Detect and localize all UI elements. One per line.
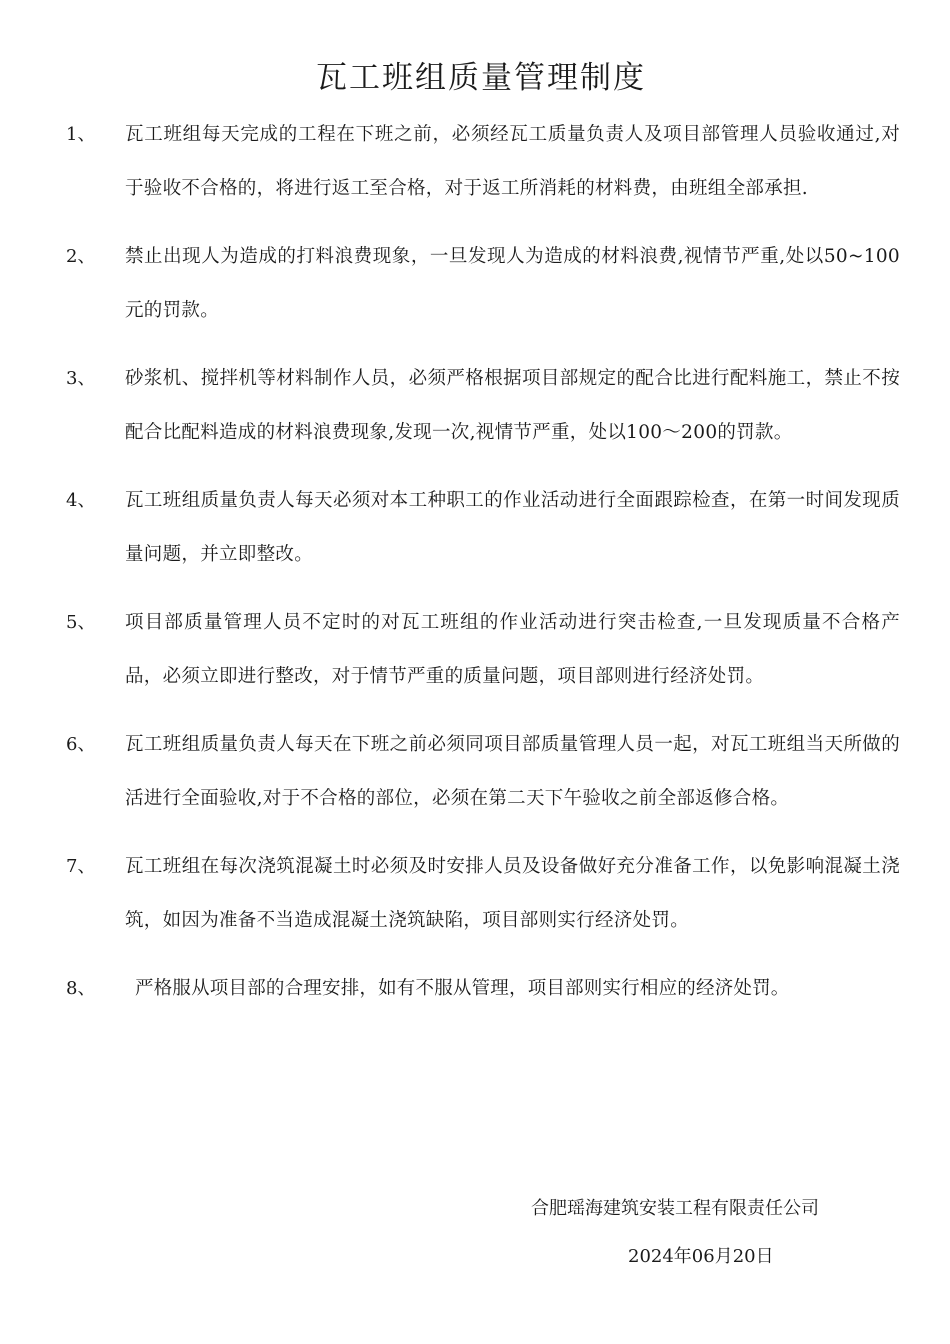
rule-text: 瓦工班组每天完成的工程在下班之前，必须经瓦工质量负责人及项目部管理人员验收通过,对于验收不合格的，将进行返工至合格，对于返工所消耗的材料费，由班组全部承担.	[125, 124, 900, 199]
rule-text: 瓦工班组质量负责人每天必须对本工种职工的作业活动进行全面跟踪检查，在第一时间发现质量问题，并立即整改。	[125, 490, 900, 565]
rule-text: 禁止出现人为造成的打料浪费现象，一旦发现人为造成的材料浪费,视情节严重,处以50~100元的罚款。	[125, 246, 900, 321]
rule-number: 1、	[66, 124, 96, 145]
rule-item-5	[0, 596, 950, 704]
rule-item-1	[0, 108, 950, 216]
rule-text: 项目部质量管理人员不定时的对瓦工班组的作业活动进行突击检查,一旦发现质量不合格产品，必须立即进行整改，对于情节严重的质量问题，项目部则进行经济处罚。	[125, 612, 900, 687]
rule-item-7	[0, 840, 950, 948]
rule-item-2	[0, 230, 950, 338]
rules-list	[0, 108, 950, 1030]
document-title: 瓦工班组质量管理制度	[316, 60, 646, 96]
rule-number: 2、	[66, 246, 96, 267]
rule-item-4	[0, 474, 950, 582]
company-signature: 合肥瑶海建筑安装工程有限责任公司	[531, 1198, 819, 1219]
document-date: 2024年06月20日	[628, 1246, 774, 1267]
rule-text: 严格服从项目部的合理安排，如有不服从管理，项目部则实行相应的经济处罚。	[135, 978, 790, 999]
rule-number: 3、	[66, 368, 96, 389]
rule-number: 7、	[66, 856, 96, 877]
rule-number: 4、	[66, 490, 96, 511]
rule-item-3	[0, 352, 950, 460]
rule-item-6	[0, 718, 950, 826]
rule-number: 8、	[66, 978, 96, 999]
rule-item-8	[0, 962, 950, 1016]
rule-number: 5、	[66, 612, 96, 633]
rule-text: 砂浆机、搅拌机等材料制作人员，必须严格根据项目部规定的配合比进行配料施工，禁止不按配合比配料造成的材料浪费现象,发现一次,视情节严重，处以100～200的罚款。	[125, 368, 900, 443]
rule-number: 6、	[66, 734, 96, 755]
rule-text: 瓦工班组在每次浇筑混凝土时必须及时安排人员及设备做好充分准备工作，以免影响混凝土浇筑，如因为准备不当造成混凝土浇筑缺陷，项目部则实行经济处罚。	[125, 856, 900, 931]
rule-text: 瓦工班组质量负责人每天在下班之前必须同项目部质量管理人员一起，对瓦工班组当天所做的活进行全面验收,对于不合格的部位，必须在第二天下午验收之前全部返修合格。	[125, 734, 900, 809]
